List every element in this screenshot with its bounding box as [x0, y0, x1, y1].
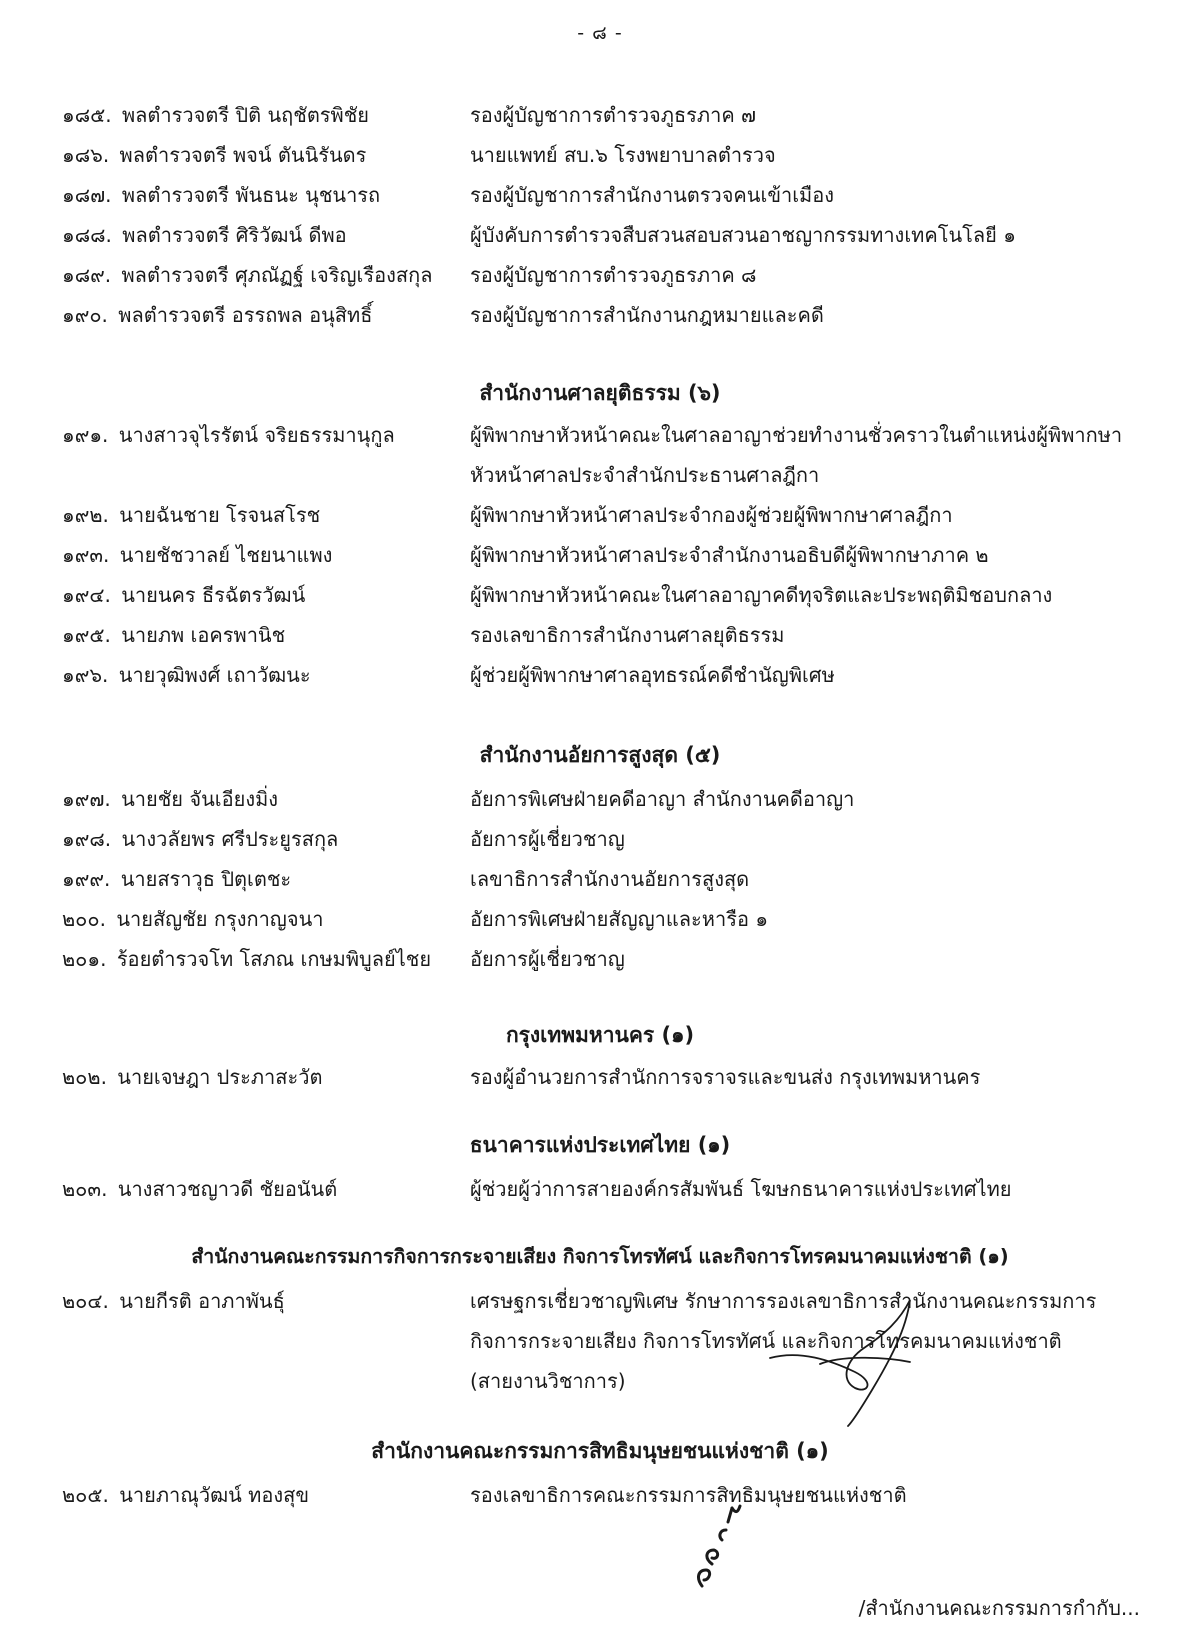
- entry-position: รองเลขาธิการคณะกรรมการสิทธิมนุษยชนแห่งชาติ: [470, 1483, 907, 1507]
- list-item: [62, 1060, 322, 1094]
- section-heading: สำนักงานอัยการสูงสุด (๕): [479, 743, 721, 767]
- entry-position: รองผู้บัญชาการตำรวจภูธรภาค ๗: [470, 103, 757, 127]
- entry-name: นายสัญชัย กรุงกาญจนา: [116, 907, 324, 931]
- list-item: [62, 1284, 285, 1318]
- entry-position-continued: (สายงานวิชาการ): [470, 1369, 626, 1393]
- entry-position: ผู้พิพากษาหัวหน้าคณะในศาลอาญาช่วยทำงานชั่วคราวในตำแหน่งผู้พิพากษา: [470, 423, 1123, 447]
- initials-mark: [682, 1500, 752, 1590]
- entry-position: อัยการผู้เชี่ยวชาญ: [470, 947, 625, 971]
- entry-position: รองเลขาธิการสำนักงานศาลยุติธรรม: [470, 623, 785, 647]
- entry-number: ๑๘๕.: [62, 103, 112, 127]
- entry-number: ๑๙๒.: [62, 503, 109, 527]
- entry-position: อัยการพิเศษฝ่ายคดีอาญา สำนักงานคดีอาญา: [470, 787, 855, 811]
- entry-position-continued: หัวหน้าศาลประจำสำนักประธานศาลฎีกา: [470, 463, 820, 487]
- entry-position: อัยการพิเศษฝ่ายสัญญาและหารือ ๑: [470, 907, 769, 931]
- list-item: [62, 138, 366, 172]
- entry-position: รองผู้บัญชาการตำรวจภูธรภาค ๘: [470, 263, 757, 287]
- entry-position: ผู้พิพากษาหัวหน้าศาลประจำสำนักงานอธิบดีผู้พิพากษาภาค ๒: [470, 543, 989, 567]
- entry-number: ๑๘๘.: [62, 223, 112, 247]
- entry-number: ๑๙๖.: [62, 663, 109, 687]
- entry-number: ๑๙๔.: [62, 583, 111, 607]
- entry-name: นายภาณุวัฒน์ ทองสุข: [119, 1483, 310, 1507]
- list-item: [62, 658, 311, 692]
- list-item: [62, 578, 305, 612]
- section-heading: สำนักงานศาลยุติธรรม (๖): [479, 381, 721, 405]
- entry-name: นายเจษฎา ประภาสะวัต: [117, 1065, 323, 1089]
- entry-number: ๒๐๐.: [62, 907, 106, 931]
- list-item: [62, 618, 285, 652]
- entry-position: เลขาธิการสำนักงานอัยการสูงสุด: [470, 867, 750, 891]
- entry-name: นายฉันชาย โรจนสโรช: [119, 503, 321, 527]
- page-number: - ๘ -: [577, 22, 623, 44]
- entry-name: นายกีรติ อาภาพันธุ์: [119, 1289, 285, 1313]
- list-item: [62, 1478, 309, 1512]
- entry-number: ๒๐๑.: [62, 947, 107, 971]
- entry-number: ๒๐๒.: [62, 1065, 107, 1089]
- entry-name: พลตำรวจตรี ปิติ นฤชัตรพิชัย: [121, 103, 370, 127]
- section-heading: กรุงเทพมหานคร (๑): [505, 1023, 695, 1047]
- entry-name: นางสาวจุไรรัตน์ จริยธรรมานุกูล: [118, 423, 395, 447]
- list-item: [62, 298, 372, 332]
- entry-name: นายชัชวาลย์ ไชยนาแพง: [119, 543, 333, 567]
- list-item: [62, 418, 395, 452]
- entry-position: อัยการผู้เชี่ยวชาญ: [470, 827, 625, 851]
- entry-position-continued: กิจการกระจายเสียง กิจการโทรทัศน์ และกิจการโทรคมนาคมแห่งชาติ: [470, 1329, 1062, 1353]
- list-item: [62, 782, 278, 816]
- entry-name: นายวุฒิพงศ์ เถาวัฒนะ: [118, 663, 311, 687]
- entry-number: ๑๙๘.: [62, 827, 112, 851]
- entry-name: นายชัย จันเอียงมิ่ง: [121, 787, 279, 811]
- list-item: [62, 1172, 337, 1206]
- entry-number: ๑๘๗.: [62, 183, 112, 207]
- entry-position: ผู้พิพากษาหัวหน้าคณะในศาลอาญาคดีทุจริตและประพฤติมิชอบกลาง: [470, 583, 1053, 607]
- entry-name: ร้อยตำรวจโท โสภณ เกษมพิบูลย์ไชย: [116, 947, 432, 971]
- entry-position: ผู้พิพากษาหัวหน้าศาลประจำกองผู้ช่วยผู้พิพากษาศาลฎีกา: [470, 503, 953, 527]
- entry-position: รองผู้อำนวยการสำนักการจราจรและขนส่ง กรุงเทพมหานคร: [470, 1065, 981, 1089]
- section-heading: สำนักงานคณะกรรมการกิจการกระจายเสียง กิจการโทรทัศน์ และกิจการโทรคมนาคมแห่งชาติ (๑): [191, 1245, 1009, 1268]
- entry-name: นายภพ เอครพานิช: [121, 623, 286, 647]
- entry-name: นางวลัยพร ศรีประยูรสกุล: [121, 827, 339, 851]
- entry-name: พลตำรวจตรี พจน์ ตันนิรันดร: [119, 143, 367, 167]
- entry-name: นายสราวุธ ปิตุเตชะ: [120, 867, 292, 891]
- entry-position: ผู้ช่วยผู้พิพากษาศาลอุทธรณ์คดีชำนัญพิเศษ: [470, 663, 835, 687]
- list-item: [62, 902, 323, 936]
- entry-name: พลตำรวจตรี อรรถพล อนุสิทธิ์: [118, 303, 373, 327]
- list-item: [62, 218, 347, 252]
- entry-position: รองผู้บัญชาการสำนักงานกฎหมายและคดี: [470, 303, 824, 327]
- list-item: [62, 822, 338, 856]
- entry-number: ๑๘๙.: [62, 263, 112, 287]
- entry-position: ผู้บังคับการตำรวจสืบสวนสอบสวนอาชญากรรมทางเทคโนโลยี ๑: [470, 223, 1016, 247]
- list-item: [62, 98, 369, 132]
- entry-name: พลตำรวจตรี ศุภณัฏฐ์ เจริญเรืองสกุล: [121, 263, 433, 287]
- entry-number: ๑๘๖.: [62, 143, 110, 167]
- entry-number: ๑๙๐.: [62, 303, 108, 327]
- list-item: [62, 942, 431, 976]
- entry-number: ๑๙๙.: [62, 867, 111, 891]
- entry-name: พลตำรวจตรี ศิริวัฒน์ ดีพอ: [122, 223, 347, 247]
- section-heading: ธนาคารแห่งประเทศไทย (๑): [469, 1133, 731, 1157]
- entry-name: พลตำรวจตรี พันธนะ นุชนารถ: [121, 183, 381, 207]
- section-heading: สำนักงานคณะกรรมการสิทธิมนุษยชนแห่งชาติ (๑): [371, 1439, 829, 1463]
- list-item: [62, 538, 332, 572]
- list-item: [62, 258, 432, 292]
- entry-number: ๑๙๕.: [62, 623, 111, 647]
- list-item: [62, 498, 320, 532]
- entry-number: ๑๙๑.: [62, 423, 109, 447]
- list-item: [62, 862, 291, 896]
- entry-number: ๒๐๕.: [62, 1483, 109, 1507]
- entry-name: นายนคร ธีรฉัตรวัฒน์: [121, 583, 306, 607]
- continuation-note: /สำนักงานคณะกรรมการกำกับ...: [858, 1596, 1140, 1620]
- entry-position: นายแพทย์ สบ.๖ โรงพยาบาลตำรวจ: [470, 143, 776, 167]
- list-item: [62, 178, 380, 212]
- entry-number: ๑๙๓.: [62, 543, 110, 567]
- entry-position: ผู้ช่วยผู้ว่าการสายองค์กรสัมพันธ์ โฆษกธนาคารแห่งประเทศไทย: [470, 1177, 1012, 1201]
- entry-name: นางสาวชญาวดี ชัยอนันต์: [117, 1177, 338, 1201]
- entry-number: ๒๐๔.: [62, 1289, 109, 1313]
- entry-number: ๒๐๓.: [62, 1177, 108, 1201]
- entry-number: ๑๙๗.: [62, 787, 111, 811]
- entry-position: รองผู้บัญชาการสำนักงานตรวจคนเข้าเมือง: [470, 183, 835, 207]
- entry-position: เศรษฐกรเชี่ยวชาญพิเศษ รักษาการรองเลขาธิการสำนักงานคณะกรรมการ: [470, 1289, 1097, 1313]
- signature: [760, 1290, 930, 1430]
